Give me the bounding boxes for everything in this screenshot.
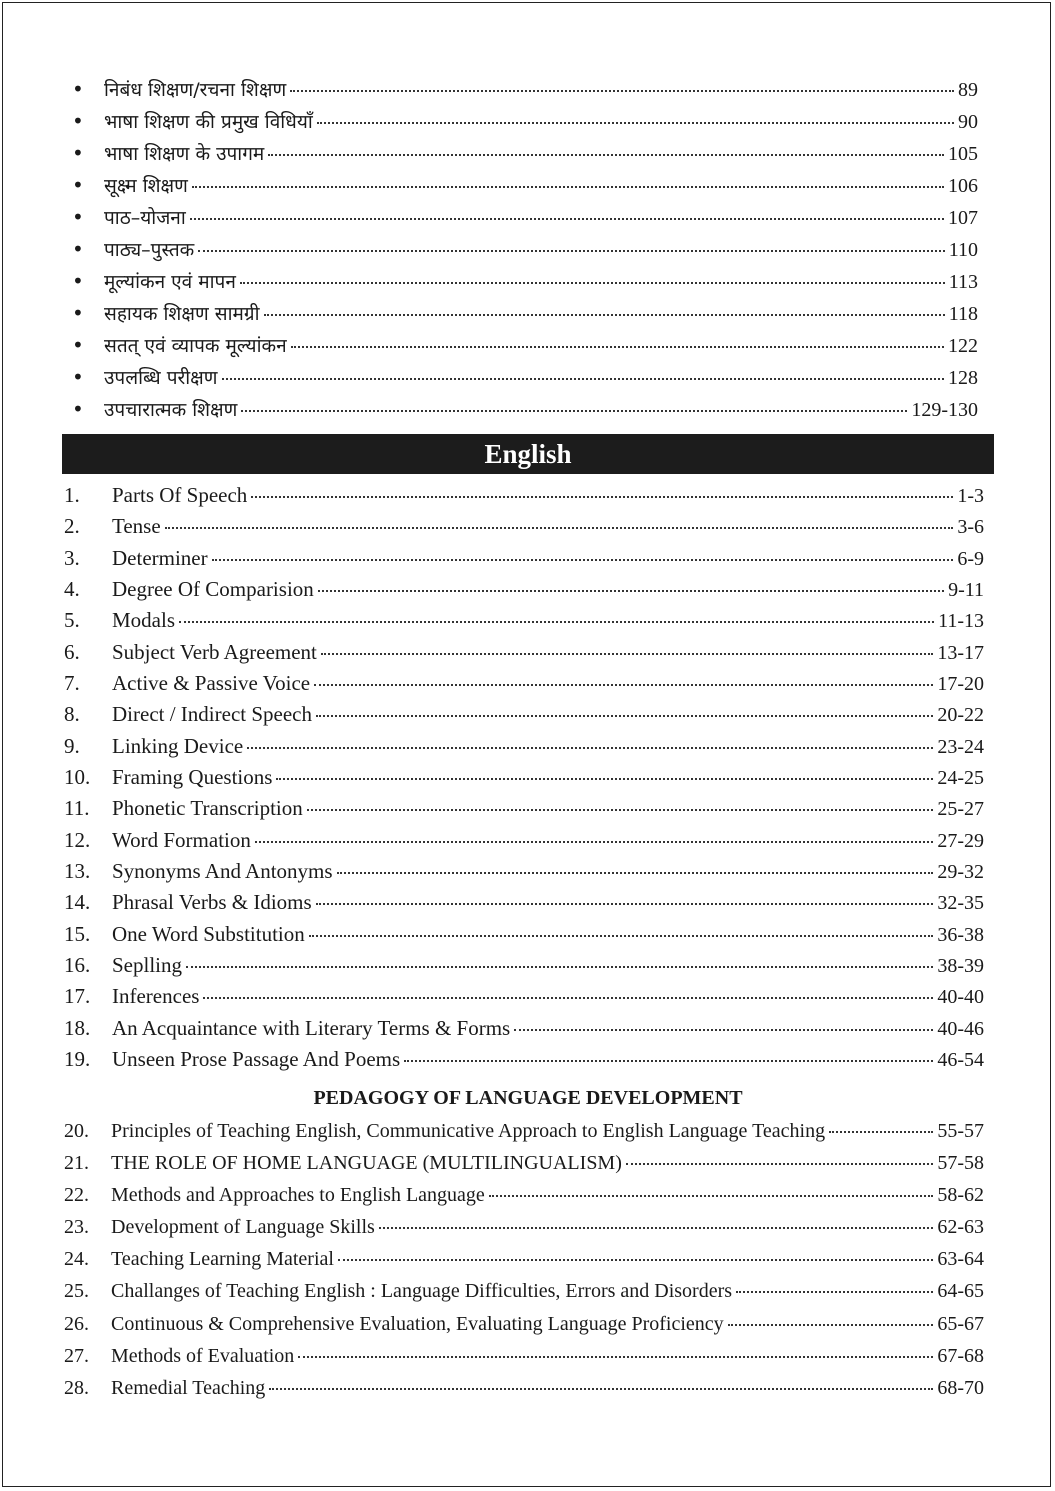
page-number: 3-6: [957, 516, 984, 539]
dot-leader: [316, 715, 933, 717]
page-number: 107: [948, 207, 978, 229]
section-title-bar: English: [62, 434, 994, 474]
bullet-icon: •: [72, 237, 84, 261]
dot-leader: [212, 559, 954, 561]
page-number: 110: [948, 239, 978, 261]
dot-leader: [165, 527, 954, 529]
list-item[interactable]: [72, 268, 978, 300]
list-item[interactable]: [64, 859, 984, 890]
list-item[interactable]: [64, 1047, 984, 1078]
list-item[interactable]: [64, 1216, 984, 1248]
item-number: 22.: [64, 1184, 89, 1207]
item-number: 8.: [64, 702, 80, 727]
item-title: Subject Verb Agreement: [112, 639, 317, 664]
list-item[interactable]: [64, 1345, 984, 1377]
item-title: Active & Passive Voice: [112, 670, 311, 695]
item-number: 7.: [64, 670, 80, 695]
item-title: THE ROLE OF HOME LANGUAGE (MULTILINGUALISM): [111, 1152, 622, 1175]
dot-leader: [247, 747, 933, 749]
list-item[interactable]: [64, 1152, 984, 1184]
dot-leader: [186, 966, 933, 968]
page-number: 62-63: [937, 1216, 984, 1239]
dot-leader: [240, 282, 945, 284]
list-item[interactable]: [64, 953, 984, 984]
item-number: 13.: [64, 858, 91, 883]
dot-leader: [198, 250, 944, 252]
item-title: Principles of Teaching English, Communicative Approach to English Language Teaching: [111, 1120, 826, 1142]
dot-leader: [317, 122, 954, 124]
item-title: भाषा शिक्षण की प्रमुख विधियाँ: [104, 111, 313, 133]
item-number: 17.: [64, 984, 91, 1009]
page-number: 27-29: [937, 829, 984, 852]
page-number: 55-57: [937, 1120, 984, 1142]
item-number: 19.: [64, 1046, 91, 1071]
item-number: 3.: [64, 545, 80, 570]
item-title: An Acquaintance with Literary Terms & Forms: [112, 1015, 511, 1040]
item-number: 23.: [64, 1216, 89, 1239]
page-number: 40-46: [937, 1017, 984, 1040]
hindi-contents-list: [72, 76, 978, 428]
item-title: One Word Substitution: [112, 921, 305, 946]
list-item[interactable]: [72, 140, 978, 172]
item-title: निबंध शिक्षण/रचना शिक्षण: [104, 79, 287, 101]
item-number: 2.: [64, 514, 80, 539]
dot-leader: [269, 1388, 933, 1390]
page-number: 65-67: [937, 1312, 984, 1335]
item-number: 20.: [64, 1120, 89, 1142]
item-title: Phonetic Transcription: [112, 796, 303, 821]
list-item[interactable]: [64, 922, 984, 953]
dot-leader: [276, 778, 933, 780]
list-item[interactable]: [72, 332, 978, 364]
dot-leader: [251, 496, 953, 498]
dot-leader: [222, 378, 944, 380]
item-title: उपलब्धि परीक्षण: [104, 367, 218, 389]
dot-leader: [255, 841, 933, 843]
page-number: 68-70: [937, 1376, 984, 1399]
dot-leader: [298, 1356, 933, 1358]
page-number: 1-3: [957, 485, 984, 507]
bullet-icon: •: [72, 77, 84, 101]
page-number: 106: [948, 175, 978, 197]
dot-leader: [268, 154, 944, 156]
item-title: Methods and Approaches to English Language: [111, 1184, 485, 1207]
item-number: 27.: [64, 1344, 89, 1367]
list-item[interactable]: [72, 204, 978, 236]
list-item[interactable]: [72, 396, 978, 428]
page-number: 17-20: [937, 672, 984, 695]
item-title: Direct / Indirect Speech: [112, 702, 312, 727]
list-item[interactable]: [72, 364, 978, 396]
item-title: पाठ्य–पुस्तक: [104, 239, 195, 261]
page-number: 57-58: [937, 1152, 984, 1175]
item-title: भाषा शिक्षण के उपागम: [104, 143, 265, 165]
item-title: मूल्यांकन एवं मापन: [104, 271, 236, 293]
item-title: सहायक शिक्षण सामग्री: [104, 303, 260, 325]
list-item[interactable]: [64, 640, 984, 671]
list-item[interactable]: [72, 236, 978, 268]
bullet-icon: •: [72, 205, 84, 229]
dot-leader: [489, 1195, 934, 1197]
dot-leader: [404, 1060, 933, 1062]
bullet-icon: •: [72, 301, 84, 325]
item-title: Unseen Prose Passage And Poems: [112, 1046, 401, 1071]
dot-leader: [290, 90, 954, 92]
item-number: 14.: [64, 890, 91, 915]
list-item[interactable]: [72, 300, 978, 332]
item-title: Challanges of Teaching English : Language Difficulties, Errors and Disorders: [111, 1280, 733, 1303]
bullet-icon: •: [72, 109, 84, 133]
page-number: 129-130: [911, 399, 978, 421]
item-number: 11.: [64, 796, 90, 821]
dot-leader: [179, 621, 934, 623]
list-item[interactable]: [64, 671, 984, 702]
page-number: 11-13: [938, 610, 984, 633]
list-item[interactable]: [64, 734, 984, 765]
dot-leader: [309, 935, 934, 937]
page-number: 46-54: [937, 1048, 984, 1071]
page-number: 122: [948, 335, 978, 357]
item-title: Remedial Teaching: [111, 1376, 266, 1399]
list-item[interactable]: [64, 890, 984, 921]
item-number: 5.: [64, 608, 80, 633]
dot-leader: [190, 218, 944, 220]
item-title: उपचारात्मक शिक्षण: [104, 399, 238, 421]
bullet-icon: •: [72, 173, 84, 197]
bullet-icon: •: [72, 333, 84, 357]
dot-leader: [316, 903, 934, 905]
item-title: Framing Questions: [112, 764, 273, 789]
item-title: Methods of Evaluation: [111, 1344, 295, 1367]
dot-leader: [264, 314, 945, 316]
bullet-icon: •: [72, 397, 84, 421]
item-number: 15.: [64, 921, 91, 946]
page-number: 32-35: [937, 892, 984, 915]
item-number: 9.: [64, 733, 80, 758]
list-item[interactable]: [64, 483, 984, 514]
list-item[interactable]: [64, 984, 984, 1015]
dot-leader: [736, 1291, 933, 1293]
dot-leader: [203, 997, 933, 999]
item-number: 12.: [64, 827, 91, 852]
bullet-icon: •: [72, 269, 84, 293]
item-title: Phrasal Verbs & Idioms: [112, 890, 312, 915]
list-item[interactable]: [72, 76, 978, 108]
item-number: 18.: [64, 1015, 91, 1040]
page-number: 24-25: [937, 766, 984, 789]
item-title: Continuous & Comprehensive Evaluation, Evaluating Language Proficiency: [111, 1312, 724, 1335]
list-item[interactable]: [72, 172, 978, 204]
item-title: Synonyms And Antonyms: [112, 858, 333, 883]
page-number: 113: [948, 271, 978, 293]
item-number: 28.: [64, 1376, 89, 1399]
page-number: 36-38: [937, 923, 984, 946]
item-number: 25.: [64, 1280, 89, 1303]
item-number: 4.: [64, 576, 80, 601]
page-number: 64-65: [937, 1280, 984, 1303]
page-number: 118: [948, 303, 978, 325]
dot-leader: [321, 653, 933, 655]
pedagogy-heading: PEDAGOGY OF LANGUAGE DEVELOPMENT: [313, 1087, 743, 1109]
page-number: 40-40: [937, 986, 984, 1009]
page-number: 128: [948, 367, 978, 389]
list-item[interactable]: [64, 577, 984, 608]
dot-leader: [318, 590, 944, 592]
item-number: 1.: [64, 483, 80, 507]
item-title: पाठ–योजना: [104, 207, 186, 229]
item-number: 26.: [64, 1312, 89, 1335]
list-item[interactable]: [64, 608, 984, 639]
item-title: Parts Of Speech: [112, 483, 248, 507]
page-number: 25-27: [937, 798, 984, 821]
page-number: 9-11: [948, 578, 984, 601]
page-number: 67-68: [937, 1344, 984, 1367]
list-item[interactable]: [64, 796, 984, 827]
bullet-icon: •: [72, 141, 84, 165]
dot-leader: [514, 1029, 933, 1031]
item-number: 24.: [64, 1248, 89, 1271]
item-title: Tense: [112, 514, 161, 539]
english-contents-list: [64, 483, 984, 1078]
item-title: Modals: [112, 608, 175, 633]
list-item[interactable]: [64, 702, 984, 733]
dot-leader: [829, 1131, 933, 1133]
page-number: 23-24: [937, 735, 984, 758]
page-number: 90: [958, 111, 978, 133]
item-title: सूक्ष्म शिक्षण: [104, 175, 188, 197]
item-title: Teaching Learning Material: [111, 1248, 334, 1271]
dot-leader: [241, 410, 907, 412]
item-title: Degree Of Comparision: [112, 576, 314, 601]
list-item[interactable]: [64, 1313, 984, 1345]
dot-leader: [314, 684, 933, 686]
dot-leader: [338, 1259, 933, 1261]
item-number: 21.: [64, 1152, 89, 1175]
page-number: 58-62: [937, 1184, 984, 1207]
item-title: Seplling: [112, 952, 183, 977]
dot-leader: [728, 1324, 934, 1326]
page-number: 38-39: [937, 954, 984, 977]
dot-leader: [626, 1163, 933, 1165]
list-item[interactable]: [72, 108, 978, 140]
bullet-icon: •: [72, 365, 84, 389]
item-title: Determiner: [112, 545, 208, 570]
list-item[interactable]: [64, 1377, 984, 1409]
list-item[interactable]: [64, 1248, 984, 1280]
list-item[interactable]: [64, 1184, 984, 1216]
page-number: 6-9: [957, 547, 984, 570]
list-item[interactable]: [64, 828, 984, 859]
item-number: 6.: [64, 639, 80, 664]
list-item[interactable]: [64, 546, 984, 577]
item-title: Linking Device: [112, 733, 244, 758]
list-item[interactable]: [64, 765, 984, 796]
page-number: 105: [948, 143, 978, 165]
dot-leader: [192, 186, 944, 188]
item-title: सतत् एवं व्यापक मूल्यांकन: [104, 335, 287, 357]
list-item[interactable]: [64, 514, 984, 545]
item-number: 16.: [64, 952, 91, 977]
page-number: 20-22: [937, 704, 984, 727]
dot-leader: [337, 872, 934, 874]
item-title: Word Formation: [112, 827, 251, 852]
list-item[interactable]: [64, 1120, 984, 1152]
page-number: 63-64: [937, 1248, 984, 1271]
page-number: 89: [958, 79, 978, 101]
item-number: 10.: [64, 764, 91, 789]
pedagogy-contents-list: [64, 1120, 984, 1409]
dot-leader: [307, 809, 934, 811]
dot-leader: [291, 346, 944, 348]
item-title: Development of Language Skills: [111, 1216, 375, 1239]
dot-leader: [379, 1227, 934, 1229]
item-title: Inferences: [112, 984, 200, 1009]
list-item[interactable]: [64, 1016, 984, 1047]
page-number: 13-17: [937, 641, 984, 664]
list-item[interactable]: [64, 1280, 984, 1312]
page-number: 29-32: [937, 860, 984, 883]
